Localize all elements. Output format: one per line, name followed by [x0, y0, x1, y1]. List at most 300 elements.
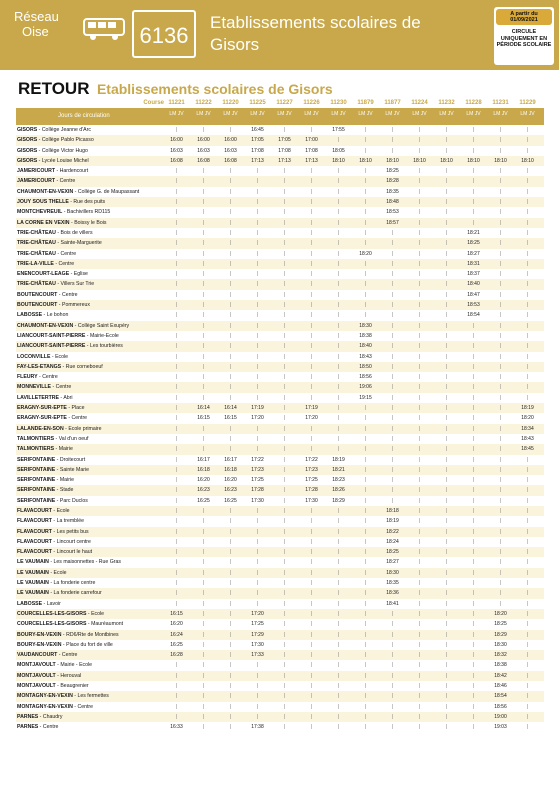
- course-number: 11222: [195, 100, 212, 106]
- no-stop-marker: |: [229, 168, 232, 175]
- no-stop-marker: |: [175, 394, 178, 401]
- no-stop-marker: |: [391, 353, 394, 360]
- time-cell: 17:13: [305, 157, 318, 164]
- no-stop-marker: |: [526, 518, 529, 525]
- no-stop-marker: |: [499, 446, 502, 453]
- no-stop-marker: |: [391, 693, 394, 700]
- no-stop-marker: |: [310, 302, 313, 309]
- course-number: 11229: [519, 100, 536, 106]
- no-stop-marker: |: [175, 343, 178, 350]
- no-stop-marker: |: [391, 672, 394, 679]
- no-stop-marker: |: [283, 302, 286, 309]
- table-row: [16, 207, 544, 217]
- no-stop-marker: |: [499, 281, 502, 288]
- stop-name: [17, 413, 162, 423]
- no-stop-marker: |: [499, 127, 502, 133]
- no-stop-marker: |: [175, 302, 178, 309]
- stop-separator: -: [50, 353, 56, 360]
- no-stop-marker: |: [391, 713, 394, 720]
- no-stop-marker: |: [418, 456, 421, 463]
- no-stop-marker: |: [526, 528, 529, 535]
- no-stop-marker: |: [364, 507, 367, 514]
- no-stop-marker: |: [418, 281, 421, 288]
- stop-town: CHAUMONT-EN-VEXIN: [17, 188, 74, 195]
- no-stop-marker: |: [229, 580, 232, 587]
- time-cell: 18:56: [359, 374, 372, 381]
- no-stop-marker: |: [310, 518, 313, 525]
- time-cell: 18:10: [359, 157, 372, 164]
- no-stop-marker: |: [256, 662, 259, 669]
- stop-town: SERIFONTAINE: [17, 477, 56, 484]
- stop-place: Ecole: [91, 610, 105, 617]
- no-stop-marker: |: [445, 683, 448, 690]
- table-row: [16, 640, 544, 650]
- no-stop-marker: |: [526, 137, 529, 144]
- no-stop-marker: |: [526, 487, 529, 494]
- no-stop-marker: |: [256, 260, 259, 267]
- stop-place: Pommereux: [61, 302, 90, 309]
- stop-place: Collège Saint Exupéry: [77, 322, 130, 329]
- course-number: 11230: [330, 100, 347, 106]
- course-number: 11879: [357, 100, 374, 106]
- no-stop-marker: |: [175, 209, 178, 216]
- no-stop-marker: |: [337, 209, 340, 216]
- stop-place: Place du fort de ville: [66, 641, 113, 648]
- no-stop-marker: |: [229, 662, 232, 669]
- no-stop-marker: |: [418, 199, 421, 206]
- no-stop-marker: |: [202, 250, 205, 257]
- no-stop-marker: |: [364, 549, 367, 556]
- time-cell: 18:27: [386, 559, 399, 566]
- no-stop-marker: |: [445, 137, 448, 144]
- no-stop-marker: |: [283, 415, 286, 422]
- no-stop-marker: |: [337, 271, 340, 278]
- time-cell: 18:54: [467, 312, 480, 319]
- no-stop-marker: |: [229, 374, 232, 381]
- course-number: 11225: [249, 100, 266, 106]
- no-stop-marker: |: [445, 332, 448, 339]
- stop-town: LABOSSE: [17, 600, 43, 607]
- stop-town: LOCONVILLE: [17, 353, 51, 360]
- stop-name: [17, 547, 162, 557]
- no-stop-marker: |: [445, 477, 448, 484]
- no-stop-marker: |: [256, 569, 259, 576]
- no-stop-marker: |: [472, 641, 475, 648]
- no-stop-marker: |: [499, 528, 502, 535]
- table-row: [16, 619, 544, 629]
- time-cell: 16:14: [224, 405, 237, 412]
- no-stop-marker: |: [391, 703, 394, 710]
- days-code: LM JV: [520, 111, 535, 117]
- no-stop-marker: |: [283, 652, 286, 659]
- no-stop-marker: |: [256, 219, 259, 226]
- no-stop-marker: |: [418, 569, 421, 576]
- table-row: [16, 187, 544, 197]
- table-row: [16, 249, 544, 259]
- time-cell: 17:08: [251, 147, 264, 154]
- no-stop-marker: |: [283, 353, 286, 360]
- no-stop-marker: |: [391, 487, 394, 494]
- stop-name: [17, 207, 162, 217]
- bus-icon: [82, 16, 126, 42]
- no-stop-marker: |: [526, 538, 529, 545]
- no-stop-marker: |: [499, 343, 502, 350]
- stop-place: Abri: [63, 394, 73, 401]
- no-stop-marker: |: [256, 384, 259, 391]
- no-stop-marker: |: [499, 415, 502, 422]
- stop-separator: -: [38, 713, 43, 720]
- no-stop-marker: |: [283, 199, 286, 206]
- no-stop-marker: |: [310, 271, 313, 278]
- no-stop-marker: |: [418, 343, 421, 350]
- no-stop-marker: |: [229, 569, 232, 576]
- stop-separator: -: [55, 487, 60, 494]
- no-stop-marker: |: [229, 672, 232, 679]
- time-cell: 18:18: [386, 507, 399, 514]
- no-stop-marker: |: [310, 127, 313, 133]
- no-stop-marker: |: [364, 528, 367, 535]
- no-stop-marker: |: [256, 435, 259, 442]
- course-number: 11224: [411, 100, 428, 106]
- stop-name: [17, 300, 162, 310]
- stop-separator: -: [37, 137, 42, 144]
- no-stop-marker: |: [364, 260, 367, 267]
- no-stop-marker: |: [472, 713, 475, 720]
- header-banner: [0, 0, 559, 70]
- stop-town: BOURY-EN-VEXIN: [17, 631, 62, 638]
- no-stop-marker: |: [499, 374, 502, 381]
- section-title: [18, 79, 333, 99]
- no-stop-marker: |: [337, 435, 340, 442]
- no-stop-marker: |: [472, 683, 475, 690]
- no-stop-marker: |: [391, 621, 394, 628]
- time-cell: 18:28: [386, 178, 399, 185]
- no-stop-marker: |: [283, 713, 286, 720]
- stop-place: Mairie-Ecole: [89, 332, 119, 339]
- no-stop-marker: |: [229, 559, 232, 566]
- stop-place: Collège Victor Hugo: [41, 147, 88, 154]
- time-cell: 18:31: [467, 260, 480, 267]
- table-row: [16, 238, 544, 248]
- stop-separator: -: [55, 250, 61, 257]
- no-stop-marker: |: [256, 713, 259, 720]
- no-stop-marker: |: [202, 425, 205, 432]
- no-stop-marker: |: [526, 549, 529, 556]
- no-stop-marker: |: [364, 281, 367, 288]
- no-stop-marker: |: [445, 178, 448, 185]
- table-row: [16, 279, 544, 289]
- stop-separator: -: [86, 621, 92, 628]
- no-stop-marker: |: [256, 683, 259, 690]
- no-stop-marker: |: [337, 405, 340, 412]
- no-stop-marker: |: [202, 610, 205, 617]
- no-stop-marker: |: [364, 178, 367, 185]
- stop-place: Lavoir: [46, 600, 61, 607]
- stop-town: ENENCOURT-LEAGE: [17, 271, 70, 278]
- no-stop-marker: |: [175, 590, 178, 597]
- time-cell: 19:03: [494, 724, 507, 731]
- time-cell: 17:22: [305, 456, 318, 463]
- no-stop-marker: |: [202, 199, 205, 206]
- no-stop-marker: |: [499, 178, 502, 185]
- stop-place: Centre: [77, 703, 94, 710]
- table-row: [16, 434, 544, 444]
- no-stop-marker: |: [283, 528, 286, 535]
- no-stop-marker: |: [472, 322, 475, 329]
- no-stop-marker: |: [445, 621, 448, 628]
- stop-separator: -: [72, 693, 78, 700]
- stop-town: JOUY SOUS THELLE: [17, 199, 69, 206]
- no-stop-marker: |: [202, 312, 205, 319]
- stop-place: Les maisonnettes - Rue Gras: [53, 559, 121, 566]
- no-stop-marker: |: [337, 590, 340, 597]
- time-cell: 17:20: [251, 415, 264, 422]
- time-cell: 18:20: [521, 415, 534, 422]
- no-stop-marker: |: [175, 559, 178, 566]
- time-cell: 16:25: [170, 641, 183, 648]
- no-stop-marker: |: [283, 240, 286, 247]
- no-stop-marker: |: [418, 374, 421, 381]
- no-stop-marker: |: [202, 662, 205, 669]
- no-stop-marker: |: [499, 590, 502, 597]
- stop-separator: -: [61, 631, 67, 638]
- no-stop-marker: |: [445, 415, 448, 422]
- time-cell: 18:56: [494, 703, 507, 710]
- stop-place: Place: [71, 405, 85, 412]
- no-stop-marker: |: [202, 240, 205, 247]
- time-cell: 18:10: [521, 157, 534, 164]
- time-cell: 17:28: [251, 487, 264, 494]
- table-row: [16, 660, 544, 670]
- stop-place: Collège Pablo Picasso: [41, 137, 94, 144]
- no-stop-marker: |: [337, 168, 340, 175]
- time-cell: 17:13: [251, 157, 264, 164]
- stop-name: [17, 722, 162, 732]
- no-stop-marker: |: [283, 600, 286, 607]
- no-stop-marker: |: [364, 559, 367, 566]
- stop-separator: -: [58, 394, 64, 401]
- stop-name: [17, 434, 162, 444]
- no-stop-marker: |: [202, 384, 205, 391]
- no-stop-marker: |: [310, 291, 313, 298]
- no-stop-marker: |: [256, 250, 259, 257]
- stop-place: Ecole: [53, 569, 67, 576]
- stop-separator: -: [85, 332, 90, 339]
- no-stop-marker: |: [283, 384, 286, 391]
- stop-separator: -: [51, 549, 57, 556]
- no-stop-marker: |: [283, 569, 286, 576]
- no-stop-marker: |: [418, 415, 421, 422]
- no-stop-marker: |: [418, 178, 421, 185]
- no-stop-marker: |: [445, 127, 448, 133]
- stop-separator: -: [48, 580, 54, 587]
- no-stop-marker: |: [229, 322, 232, 329]
- stop-name: [17, 599, 162, 609]
- stop-name: [17, 609, 162, 619]
- no-stop-marker: |: [526, 713, 529, 720]
- no-stop-marker: |: [337, 178, 340, 185]
- no-stop-marker: |: [283, 662, 286, 669]
- no-stop-marker: |: [175, 405, 178, 412]
- no-stop-marker: |: [472, 384, 475, 391]
- stop-town: FLAVACOURT: [17, 518, 52, 525]
- no-stop-marker: |: [310, 569, 313, 576]
- no-stop-marker: |: [283, 394, 286, 401]
- stop-name: [17, 403, 162, 413]
- no-stop-marker: |: [391, 271, 394, 278]
- no-stop-marker: |: [445, 291, 448, 298]
- time-cell: 18:30: [359, 322, 372, 329]
- stop-name: [17, 238, 162, 248]
- stop-name: [17, 485, 162, 495]
- no-stop-marker: |: [526, 672, 529, 679]
- stop-separator: -: [37, 147, 42, 154]
- no-stop-marker: |: [175, 538, 178, 545]
- no-stop-marker: |: [283, 693, 286, 700]
- no-stop-marker: |: [472, 137, 475, 144]
- stop-name: [17, 156, 162, 166]
- no-stop-marker: |: [283, 631, 286, 638]
- time-cell: 16:18: [197, 466, 210, 473]
- stop-place: Parc Duclos: [59, 497, 88, 504]
- no-stop-marker: |: [229, 446, 232, 453]
- no-stop-marker: |: [202, 713, 205, 720]
- no-stop-marker: |: [175, 168, 178, 175]
- no-stop-marker: |: [229, 621, 232, 628]
- stop-town: MONTAGNY-EN-VEXIN: [17, 693, 73, 700]
- no-stop-marker: |: [337, 507, 340, 514]
- no-stop-marker: |: [445, 580, 448, 587]
- no-stop-marker: |: [499, 302, 502, 309]
- no-stop-marker: |: [337, 374, 340, 381]
- table-row: [16, 197, 544, 207]
- time-cell: 16:23: [224, 487, 237, 494]
- time-cell: 18:35: [386, 580, 399, 587]
- no-stop-marker: |: [283, 435, 286, 442]
- no-stop-marker: |: [418, 518, 421, 525]
- table-row: [16, 712, 544, 722]
- no-stop-marker: |: [472, 415, 475, 422]
- stop-place: Ecole primaire: [68, 425, 102, 432]
- no-stop-marker: |: [445, 209, 448, 216]
- time-cell: 18:29: [332, 497, 345, 504]
- stop-town: ERAGNY-SUR-EPTE: [17, 405, 67, 412]
- time-cell: 18:23: [332, 477, 345, 484]
- no-stop-marker: |: [445, 168, 448, 175]
- no-stop-marker: |: [499, 147, 502, 154]
- no-stop-marker: |: [418, 302, 421, 309]
- no-stop-marker: |: [445, 240, 448, 247]
- no-stop-marker: |: [499, 487, 502, 494]
- no-stop-marker: |: [229, 332, 232, 339]
- no-stop-marker: |: [391, 147, 394, 154]
- time-cell: 17:23: [251, 466, 264, 473]
- no-stop-marker: |: [499, 332, 502, 339]
- no-stop-marker: |: [283, 291, 286, 298]
- no-stop-marker: |: [310, 590, 313, 597]
- stop-town: LE VAUMAIN: [17, 559, 49, 566]
- time-cell: 18:10: [494, 157, 507, 164]
- no-stop-marker: |: [364, 219, 367, 226]
- no-stop-marker: |: [202, 724, 205, 731]
- no-stop-marker: |: [337, 229, 340, 236]
- days-header-row: [16, 108, 544, 125]
- no-stop-marker: |: [445, 394, 448, 401]
- no-stop-marker: |: [310, 652, 313, 659]
- no-stop-marker: |: [229, 713, 232, 720]
- time-cell: 17:30: [251, 641, 264, 648]
- no-stop-marker: |: [472, 209, 475, 216]
- table-row: [16, 300, 544, 310]
- stop-name: [17, 455, 162, 465]
- no-stop-marker: |: [499, 580, 502, 587]
- no-stop-marker: |: [418, 147, 421, 154]
- table-row: [16, 290, 544, 300]
- stop-name: [17, 671, 162, 681]
- no-stop-marker: |: [229, 250, 232, 257]
- no-stop-marker: |: [337, 569, 340, 576]
- no-stop-marker: |: [310, 384, 313, 391]
- time-cell: 17:25: [251, 621, 264, 628]
- stop-separator: -: [73, 322, 78, 329]
- no-stop-marker: |: [364, 610, 367, 617]
- no-stop-marker: |: [175, 580, 178, 587]
- no-stop-marker: |: [364, 415, 367, 422]
- no-stop-marker: |: [364, 302, 367, 309]
- no-stop-marker: |: [418, 703, 421, 710]
- stop-place: Ecole: [55, 353, 69, 360]
- time-cell: 16:28: [170, 652, 183, 659]
- no-stop-marker: |: [445, 600, 448, 607]
- stop-name: [17, 691, 162, 701]
- time-cell: 18:24: [386, 538, 399, 545]
- no-stop-marker: |: [337, 683, 340, 690]
- course-number: 11220: [222, 100, 239, 106]
- no-stop-marker: |: [337, 353, 340, 360]
- no-stop-marker: |: [526, 652, 529, 659]
- time-cell: 18:25: [386, 549, 399, 556]
- no-stop-marker: |: [364, 188, 367, 195]
- stop-separator: -: [54, 446, 59, 453]
- no-stop-marker: |: [364, 168, 367, 175]
- no-stop-marker: |: [175, 188, 178, 195]
- no-stop-marker: |: [526, 477, 529, 484]
- no-stop-marker: |: [175, 497, 178, 504]
- days-code: LM JV: [466, 111, 481, 117]
- stop-town: ERAGNY-SUR-EPTE: [17, 415, 67, 422]
- no-stop-marker: |: [472, 456, 475, 463]
- stop-separator: -: [55, 683, 61, 690]
- stop-town: VAUDANCOURT: [17, 652, 58, 659]
- days-code: LM JV: [196, 111, 211, 117]
- no-stop-marker: |: [364, 271, 367, 278]
- no-stop-marker: |: [364, 209, 367, 216]
- no-stop-marker: |: [499, 188, 502, 195]
- stop-separator: -: [55, 672, 61, 679]
- no-stop-marker: |: [526, 456, 529, 463]
- no-stop-marker: |: [499, 219, 502, 226]
- no-stop-marker: |: [337, 240, 340, 247]
- time-cell: 18:38: [359, 332, 372, 339]
- stop-separator: -: [57, 291, 62, 298]
- stop-town: PARNES: [17, 724, 39, 731]
- no-stop-marker: |: [283, 641, 286, 648]
- table-row: [16, 588, 544, 598]
- table-row: [16, 485, 544, 495]
- no-stop-marker: |: [337, 641, 340, 648]
- no-stop-marker: |: [364, 641, 367, 648]
- no-stop-marker: |: [310, 703, 313, 710]
